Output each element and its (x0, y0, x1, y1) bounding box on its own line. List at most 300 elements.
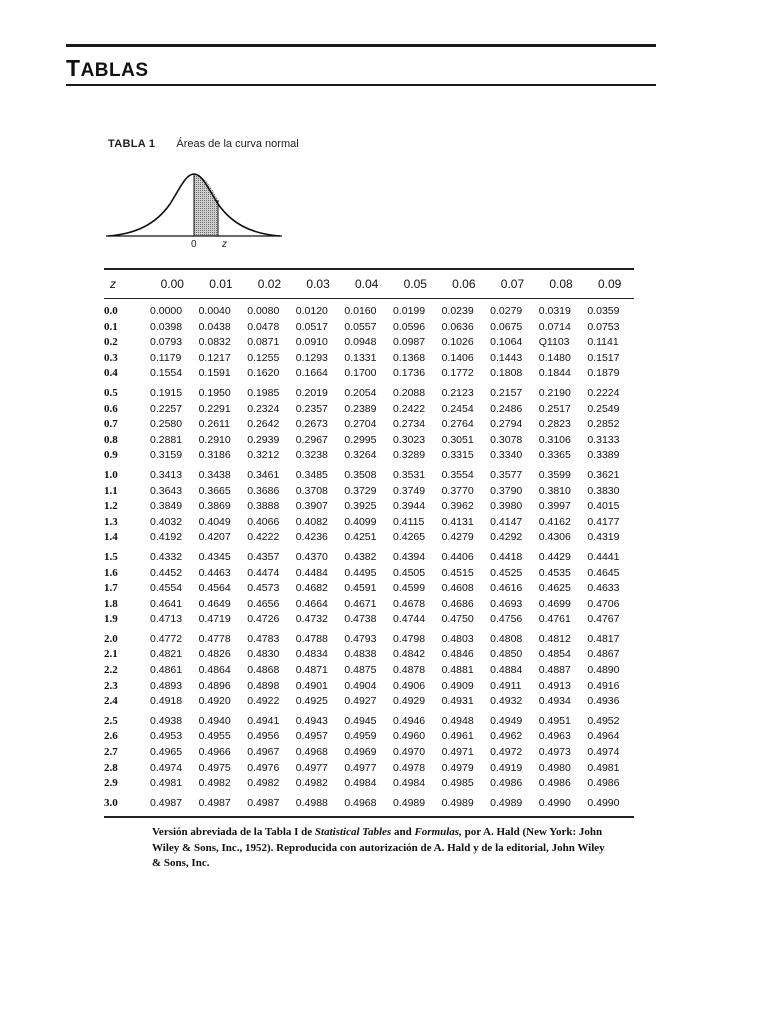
table-cell: 0.2852 (587, 418, 620, 431)
table-cell: 0.3212 (247, 449, 280, 462)
table-cell: 0.4981 (150, 777, 183, 790)
column-header: 0.06 (452, 277, 476, 291)
table-cell: 0.0517 (295, 320, 328, 333)
table-cell: 0.4817 (587, 632, 620, 645)
table-cell: 0.4693 (490, 597, 523, 610)
row-z-value: 0.1 (104, 320, 118, 333)
table-cell: 0.0793 (150, 336, 183, 349)
table-cell: 0.2123 (441, 386, 474, 399)
table-cell: 0.0040 (198, 305, 231, 317)
table-cell: 0.0279 (490, 305, 523, 317)
table-cell: 0.4922 (247, 695, 280, 708)
table-cell: 0.2190 (538, 386, 571, 399)
table-cell: 0.3340 (490, 449, 523, 462)
curve-label-z: z (222, 239, 227, 250)
table-cell: 0.4973 (538, 746, 571, 759)
table-row (104, 335, 634, 351)
table-cell: 0.3577 (490, 468, 523, 481)
column-header: 0.00 (160, 277, 184, 291)
table-cell: 0.4970 (392, 746, 426, 759)
table-cell: 0.4761 (538, 613, 571, 626)
row-z-value: 2.1 (104, 648, 118, 661)
table-cell: 0.4306 (538, 531, 571, 544)
footnote-italic-1: Statistical Tables (314, 826, 392, 838)
table-row (104, 679, 634, 695)
normal-area-table (104, 270, 634, 811)
table-cell: 0.4978 (392, 761, 426, 774)
table-cell: 0.4979 (441, 761, 474, 774)
table-cell: 0.1591 (198, 367, 231, 380)
row-z-value: 2.0 (104, 632, 118, 645)
table-cell: 0.4946 (392, 714, 426, 727)
table-cell: 0.2257 (150, 402, 183, 415)
table-cell: 0.1443 (490, 351, 523, 364)
table-cell: 0.4756 (490, 613, 523, 626)
table-cell: 0.3531 (392, 468, 426, 481)
table-cell: 0.3810 (538, 484, 571, 497)
table-cell: 0.3159 (150, 449, 183, 462)
table-cell: 0.4938 (150, 714, 183, 727)
table-cell: 0.2881 (150, 433, 183, 446)
table-cell: 0.3051 (441, 433, 474, 446)
table-cell: 0.2357 (295, 402, 328, 415)
table-cell: 0.4990 (538, 796, 571, 809)
table-cell: 0.4977 (295, 761, 328, 774)
table-cell: 0.4812 (538, 632, 571, 645)
table-row (104, 581, 634, 597)
table-cell: 0.0557 (344, 320, 377, 333)
table-cell: 0.3461 (247, 468, 280, 481)
table-cell: 0.4864 (198, 664, 231, 677)
table-cell: 0.4591 (344, 582, 377, 595)
table-cell: 0.1480 (538, 351, 571, 364)
table-cell: 0.3708 (295, 484, 328, 497)
table-cell: 0.4850 (490, 648, 523, 661)
table-cell: 0.4920 (198, 695, 231, 708)
table-cell: 0.2642 (247, 418, 280, 431)
table-cell: 0.4441 (587, 550, 620, 563)
table-cell: 0.4974 (587, 746, 620, 759)
table-cell: 0.1368 (392, 351, 426, 364)
table-cell: 0.4115 (392, 515, 425, 528)
table-cell: 0.3289 (392, 449, 426, 462)
table-cell: 0.2054 (344, 386, 377, 399)
table-body (104, 298, 634, 811)
table-cell: 0.1620 (247, 367, 280, 380)
table-cell: 0.4909 (441, 679, 474, 692)
table-cell: 0.4911 (490, 679, 522, 692)
table-cell: 0.4968 (344, 796, 377, 809)
table-cell: 0.1141 (587, 336, 619, 349)
table-cell: 0.4032 (150, 515, 183, 528)
table-cell: 0.1808 (490, 367, 523, 380)
table-cell: 0.2486 (490, 402, 523, 415)
table-cell: 0.4808 (490, 632, 523, 645)
table-cell: 0.0478 (247, 320, 280, 333)
table-cell: 0.4066 (247, 515, 280, 528)
table-cell: 0.4986 (490, 777, 523, 790)
table-cell: 0.3413 (150, 468, 183, 481)
table-cell: 0.4951 (538, 714, 571, 727)
table-row (104, 351, 634, 367)
table-cell: 0.4846 (441, 648, 474, 661)
table-cell: 0.1331 (344, 351, 377, 364)
table-cell: 0.4982 (198, 777, 231, 790)
column-header: 0.01 (209, 277, 233, 291)
table-cell: 0.4955 (198, 730, 231, 743)
table-cell: 0.4633 (587, 582, 620, 595)
table-cell: 0.2454 (441, 402, 474, 415)
column-header: 0.04 (354, 277, 379, 291)
table-row (104, 298, 634, 320)
table-row (104, 320, 634, 336)
table-cell: 0.4015 (587, 500, 620, 513)
table-cell: 0.1915 (150, 386, 183, 399)
table-cell: 0.4382 (344, 550, 377, 563)
row-z-value: 2.9 (104, 777, 118, 790)
table-cell: 0.0438 (198, 320, 231, 333)
table-cell: 0.1554 (150, 367, 183, 380)
table-cell: 0.4957 (295, 730, 328, 743)
table-cell: 0.4975 (198, 761, 231, 774)
table-cell: 0.0120 (295, 305, 328, 317)
table-cell: 0.4984 (392, 777, 426, 790)
table-cell: 0.4927 (344, 695, 377, 708)
table-cell: 0.2580 (150, 418, 183, 431)
table-cell: 0.3849 (150, 500, 183, 513)
table-cell: 0.0753 (587, 320, 620, 333)
row-z-value: 0.6 (104, 402, 118, 415)
table-cell: 0.4982 (247, 777, 280, 790)
table-cell: 0.4394 (392, 550, 426, 563)
table-cell: 0.3554 (441, 468, 474, 481)
table-cell: 0.4976 (247, 761, 280, 774)
table-cell: 0.2549 (587, 402, 620, 415)
table-cell: 0.4953 (150, 730, 183, 743)
table-source-note (152, 825, 612, 872)
table-cell: 0.4649 (198, 597, 231, 610)
table-cell: 0.3643 (150, 484, 183, 497)
table-cell: 0.4990 (587, 796, 620, 809)
table-cell: 0.0987 (392, 336, 426, 349)
table-cell: 0.4878 (392, 664, 426, 677)
row-z-value: 1.4 (104, 531, 118, 544)
table-cell: 0.4821 (150, 648, 183, 661)
table-cell: 0.0000 (150, 305, 183, 317)
table-cell: 0.4682 (295, 582, 328, 595)
table-cell: 0.4964 (587, 730, 620, 743)
table-cell: 0.4625 (538, 582, 571, 595)
table-cell: 0.4750 (441, 613, 474, 626)
table-cell: 0.4131 (441, 515, 474, 528)
table-cell: 0.4803 (441, 632, 474, 645)
table-cell: 0.4842 (392, 648, 426, 661)
table-cell: 0.1517 (587, 351, 620, 364)
row-z-value: 1.2 (104, 500, 118, 513)
table-cell: 0.4980 (538, 761, 571, 774)
table-cell: 0.3830 (587, 484, 620, 497)
table-cell: 0.4177 (587, 515, 620, 528)
table-cell: 0.4573 (247, 582, 280, 595)
table-cell: 0.4484 (295, 566, 328, 579)
table-cell: 0.0948 (344, 336, 377, 349)
table-cell: 0.4699 (538, 597, 571, 610)
table-cell: 0.4608 (441, 582, 474, 595)
table-cell: 0.4474 (247, 566, 280, 579)
table-cell: 0.3749 (392, 484, 426, 497)
table-cell: 0.2995 (344, 433, 377, 446)
table-cell: 0.4986 (538, 777, 571, 790)
table-cell: 0.3438 (198, 468, 231, 481)
column-header: 0.07 (500, 277, 525, 291)
table-cell: 0.4265 (392, 531, 426, 544)
table-cell: 0.4988 (295, 796, 328, 809)
header-rule (66, 84, 656, 86)
table-cell: 0.1064 (490, 336, 523, 349)
table-cell: 0.0636 (441, 320, 474, 333)
table-row (104, 597, 634, 613)
table-cell: 0.0871 (247, 336, 280, 349)
table-cell: 0.3315 (441, 449, 474, 462)
table-cell: 0.3997 (538, 500, 571, 513)
table-cell: 0.4987 (150, 796, 183, 809)
table-cell: 0.4515 (441, 566, 474, 579)
table-cell: 0.4963 (538, 730, 571, 743)
table-cell: 0.4645 (587, 566, 620, 579)
table-cell: 0.4967 (247, 746, 280, 759)
table-cell: 0.3264 (344, 449, 377, 462)
row-z-value: 0.2 (104, 336, 118, 349)
table-cell: 0.2088 (392, 386, 426, 399)
table-cell: 0.4429 (538, 550, 571, 563)
table-cell: 0.4854 (538, 648, 571, 661)
table-cell: 0.4738 (344, 613, 377, 626)
table-cell: 0.4977 (344, 761, 377, 774)
table-row (104, 792, 634, 812)
table-cell: 0.2389 (344, 402, 377, 415)
table-cell: 0.3599 (538, 468, 571, 481)
table-cell: 0.4345 (198, 550, 231, 563)
table-cell: 0.4732 (295, 613, 328, 626)
table-cell: 0.1217 (198, 351, 231, 364)
table-cell: 0.4319 (587, 531, 620, 544)
table-cell: 0.4945 (344, 714, 377, 727)
row-z-value: 1.8 (104, 597, 118, 610)
table-cell: 0.4838 (344, 648, 377, 661)
table-cell: 0.4370 (295, 550, 328, 563)
row-z-value: 2.6 (104, 730, 118, 743)
table-cell: 0.4207 (198, 531, 231, 544)
table-row (104, 628, 634, 648)
table-cell: 0.4616 (490, 582, 523, 595)
table-cell: 0.4961 (441, 730, 474, 743)
curve-label-zero: 0 (191, 239, 197, 250)
column-header: 0.09 (597, 277, 622, 291)
table-cell: 0.3925 (344, 500, 377, 513)
table-cell: 0.4916 (587, 679, 620, 692)
table-cell: 0.0832 (198, 336, 231, 349)
table-cell: 0.2422 (392, 402, 426, 415)
table-cell: 0.4099 (344, 515, 377, 528)
table-cell: 0.4989 (441, 796, 474, 809)
table-cell: 0.4251 (344, 531, 377, 544)
column-header: 0.03 (306, 277, 330, 291)
header-title-initial: T (66, 55, 81, 81)
table-cell: 0.4871 (295, 664, 328, 677)
table-cell: 0.2224 (587, 386, 620, 399)
table-cell: 0.0160 (344, 305, 377, 317)
table-row (104, 745, 634, 761)
table-row (104, 464, 634, 484)
table-row (104, 694, 634, 710)
table-row (104, 433, 634, 449)
table-cell: 0.4719 (198, 613, 231, 626)
table-cell: 0.3962 (441, 500, 474, 513)
table-cell: 0.2324 (247, 402, 280, 415)
footnote-text-1: Versión abreviada de la Tabla I de (152, 826, 315, 838)
column-header: 0.05 (403, 277, 427, 291)
table-cell: 0.4744 (392, 613, 426, 626)
table-cell: 0.4834 (295, 648, 328, 661)
footnote-text-2: and (391, 826, 415, 838)
row-z-value: 1.6 (104, 566, 118, 579)
table-cell: 0.4936 (587, 695, 620, 708)
table-cell: 0.4192 (150, 531, 183, 544)
footnote-text-3: por A. Hald (New York: John Wiley & Sons, Inc., 1952). Reproducida con autorización de A. Hald y de la editorial, John Wiley & Sons, Inc. (152, 826, 605, 869)
table-cell: 0.4982 (295, 777, 328, 790)
table-cell: 0.4985 (441, 777, 474, 790)
table-cell: 0.1879 (587, 367, 620, 380)
row-z-value: 2.8 (104, 761, 118, 774)
table-cell: 0.0199 (392, 305, 426, 317)
table-cell: 0.4929 (392, 695, 426, 708)
row-z-value: 2.7 (104, 746, 118, 759)
table-cell: 0.1179 (150, 351, 182, 364)
table-cell: 0.3389 (587, 449, 620, 462)
table-cell: 0.4505 (392, 566, 426, 579)
table-cell: 0.0359 (587, 305, 620, 317)
table-cell: 0.0910 (295, 336, 328, 349)
table-cell: 0.2019 (295, 386, 328, 399)
table-cell: 0.4893 (150, 679, 183, 692)
table-cell: 0.4887 (538, 664, 571, 677)
row-z-value: 0.9 (104, 449, 118, 462)
row-z-value: 0.8 (104, 433, 118, 446)
table-cell: 0.3078 (490, 433, 523, 446)
table-cell: 0.4656 (247, 597, 280, 610)
table-cell: 0.0239 (441, 305, 474, 317)
footnote-italic-2: Formulas, (414, 826, 462, 838)
table-cell: 0.3508 (344, 468, 377, 481)
table-cell: 0.4147 (490, 515, 523, 528)
row-z-value: 2.5 (104, 714, 118, 727)
table-cell: 0.4826 (198, 648, 231, 661)
table-cell: 0.3186 (198, 449, 231, 462)
table-cell: 0.4981 (587, 761, 620, 774)
table-cell: 0.4918 (150, 695, 183, 708)
table-cell: 0.3944 (392, 500, 426, 513)
table-cell: 0.4906 (392, 679, 426, 692)
table-cell: 0.3686 (247, 484, 280, 497)
table-cell: 0.2794 (490, 418, 523, 431)
table-cell: 0.4987 (247, 796, 280, 809)
table-row (104, 612, 634, 628)
table-bottom-rule (104, 816, 634, 818)
table-cell: 0.3365 (538, 449, 571, 462)
table-cell: 0.1026 (441, 336, 474, 349)
table-cell: 0.4965 (150, 746, 183, 759)
table-cell: 0.2704 (344, 418, 377, 431)
table-cell: 0.1293 (295, 351, 328, 364)
table-cell: 0.4664 (295, 597, 328, 610)
table-cell: 0.3485 (295, 468, 328, 481)
table-cell: 0.4599 (392, 582, 426, 595)
table-cell: 0.4984 (344, 777, 377, 790)
table-cell: 0.0675 (490, 320, 523, 333)
table-cell: 0.3238 (295, 449, 328, 462)
table-label: TABLA 1 (108, 138, 156, 150)
table-cell: 0.3665 (198, 484, 231, 497)
table-row (104, 530, 634, 546)
table-cell: 0.1736 (392, 367, 426, 380)
table-header-row (104, 270, 634, 298)
table-row (104, 546, 634, 566)
table-cell: 0.4974 (150, 761, 183, 774)
table-cell: 0.4962 (490, 730, 523, 743)
table-cell: 0.1664 (295, 367, 328, 380)
row-z-value: 0.4 (104, 367, 118, 380)
table-cell: 0.4896 (198, 679, 231, 692)
column-header: 0.08 (549, 277, 573, 291)
table-cell: 0.4904 (344, 679, 377, 692)
table-cell: 0.1406 (441, 351, 474, 364)
table-cell: 0.4861 (150, 664, 183, 677)
table-cell: 0.4726 (247, 613, 280, 626)
table-cell: 0.4292 (490, 531, 523, 544)
page-header-title (66, 55, 149, 82)
table-cell: 0.4535 (538, 566, 571, 579)
table-cell: 0.4793 (344, 632, 377, 645)
table-cell: 0.4452 (150, 566, 183, 579)
row-z-value: 0.5 (104, 386, 118, 399)
table-cell: 0.4778 (198, 632, 231, 645)
table-row (104, 710, 634, 730)
table-cell: 0.4959 (344, 730, 377, 743)
table-cell: 0.4952 (587, 714, 620, 727)
table-cell: 0.3869 (198, 500, 231, 513)
table-cell: 0.2673 (295, 418, 328, 431)
table-cell: Q1103 (538, 336, 570, 349)
row-z-value: 1.1 (104, 484, 118, 497)
table-cell: 0.4989 (392, 796, 426, 809)
table-cell: 0.4236 (295, 531, 328, 544)
table-cell: 0.4941 (247, 714, 280, 727)
row-z-value: 0.0 (104, 305, 118, 317)
table-cell: 0.4671 (344, 597, 377, 610)
table-cell: 0.4875 (344, 664, 377, 677)
table-cell: 0.4943 (295, 714, 328, 727)
table-caption (108, 138, 299, 150)
row-z-value: 0.7 (104, 418, 118, 431)
table-cell: 0.2764 (441, 418, 474, 431)
table-row (104, 566, 634, 582)
table-cell: 0.2967 (295, 433, 328, 446)
table-cell: 0.4713 (150, 613, 183, 626)
table-cell: 0.4966 (198, 746, 231, 759)
row-z-value: 2.3 (104, 679, 118, 692)
table-cell: 0.3790 (490, 484, 523, 497)
table-cell: 0.1950 (198, 386, 231, 399)
